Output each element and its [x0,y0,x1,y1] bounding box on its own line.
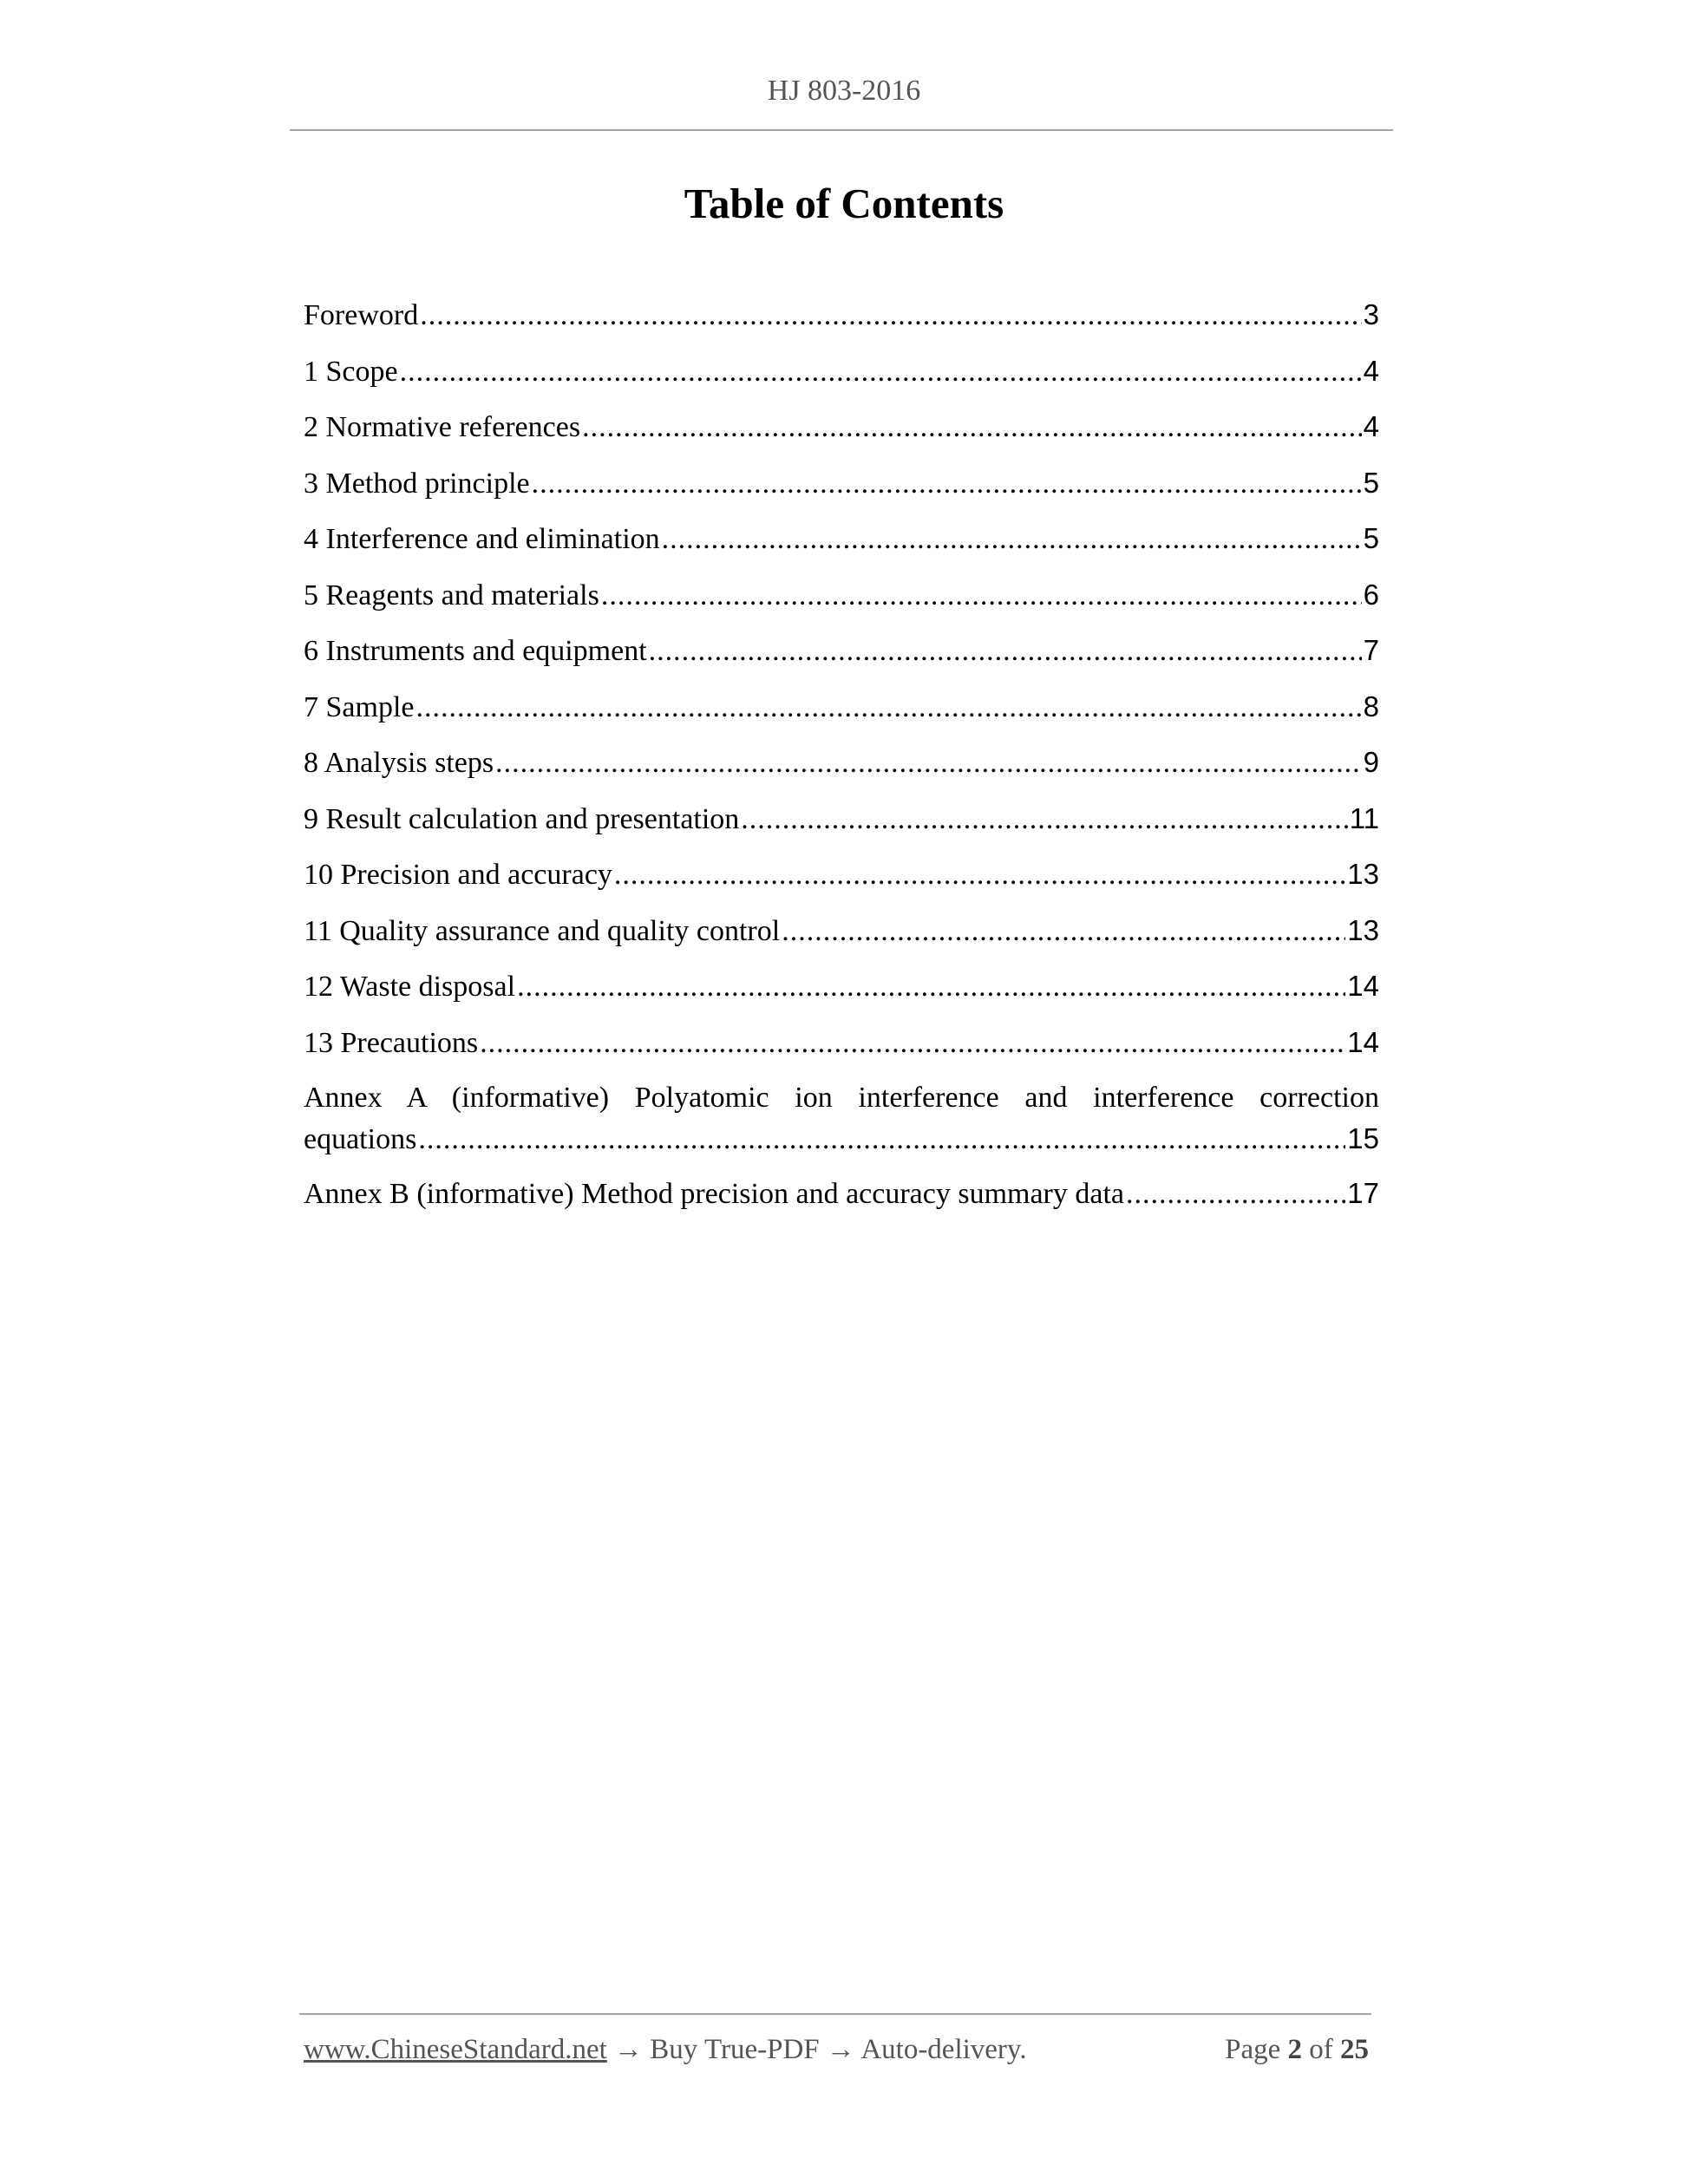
toc-entry-sample[interactable] [304,690,1379,747]
toc-entry-label: 9 Result calculation and presentation [304,802,740,835]
toc-entry-annex-b[interactable] [304,1177,1379,1233]
page-current: 2 [1287,2034,1302,2065]
toc-entry-label: Annex A (informative) Polyatomic ion interference and interference correction [304,1082,1379,1114]
toc-dot-leader [415,691,1361,724]
toc-dot-leader [1126,1178,1345,1211]
toc-entry-annex-a[interactable] [304,1082,1379,1177]
toc-entry-page: 15 [1347,1122,1379,1154]
of-word: of [1309,2034,1333,2065]
buy-text: Buy True-PDF [650,2034,820,2065]
document-code: HJ 803-2016 [767,75,921,107]
delivery-text: Auto-delivery. [860,2034,1027,2065]
toc-dot-leader [782,915,1345,948]
toc-entry-label: 8 Analysis steps [304,747,494,779]
toc-entry-interference[interactable] [304,522,1379,579]
toc-entry-page: 5 [1363,466,1379,499]
page-footer [304,2034,1369,2066]
toc-dot-leader [420,299,1361,332]
toc-entry-page: 5 [1363,522,1379,554]
toc-entry-page: 13 [1347,913,1379,946]
toc-dot-leader [517,971,1345,1004]
toc-entry-label: 11 Quality assurance and quality control [304,914,781,947]
toc-dot-leader [532,468,1362,500]
toc-entry-page: 17 [1347,1177,1379,1209]
toc-entry-result-calculation[interactable] [304,802,1379,859]
toc-entry-foreword[interactable] [304,298,1379,355]
toc-dot-leader [480,1027,1345,1060]
toc-entry-label: 12 Waste disposal [304,971,516,1003]
toc-entry-label: 1 Scope [304,355,398,388]
toc-entry-precision[interactable] [304,858,1379,914]
toc-entry-page: 4 [1363,410,1379,442]
footer-divider [299,2013,1371,2015]
page-title: Table of Contents [684,180,1004,227]
toc-entry-quality[interactable] [304,914,1379,971]
toc-entry-reagents[interactable] [304,579,1379,635]
toc-entry-page: 14 [1347,970,1379,1002]
toc-entry-label: Foreword [304,299,419,331]
toc-entry-normative-references[interactable] [304,410,1379,467]
toc-dot-leader [741,803,1347,836]
page-total: 25 [1340,2034,1369,2065]
toc-entry-label: 10 Precision and accuracy [304,859,612,891]
toc-entry-page: 6 [1363,578,1379,611]
toc-entry-scope[interactable] [304,355,1379,411]
toc-dot-leader [649,635,1362,668]
toc-entry-label: 6 Instruments and equipment [304,635,647,667]
toc-entry-page: 14 [1347,1025,1379,1058]
toc-entry-label: 5 Reagents and materials [304,579,599,611]
toc-entry-page: 8 [1363,690,1379,723]
arrow-right-icon: → [826,2034,855,2065]
toc-entry-page: 3 [1363,298,1379,330]
table-of-contents [304,298,1379,1233]
toc-entry-waste-disposal[interactable] [304,970,1379,1026]
toc-entry-label: Annex B (informative) Method precision and accuracy summary data [304,1178,1125,1210]
toc-entry-page: 7 [1363,634,1379,666]
toc-entry-label: 3 Method principle [304,467,530,500]
toc-entry-method-principle[interactable] [304,467,1379,523]
toc-dot-leader [495,747,1362,780]
page-number [1225,2034,1369,2066]
toc-entry-label: 13 Precautions [304,1026,479,1059]
footer-promo [304,2034,1027,2066]
toc-dot-leader [400,356,1362,389]
toc-entry-page: 9 [1363,746,1379,778]
site-link[interactable]: www.ChineseStandard.net [304,2034,607,2065]
toc-entry-precautions[interactable] [304,1026,1379,1082]
arrow-right-icon: → [614,2034,644,2065]
toc-entry-page: 4 [1363,354,1379,387]
header-divider [290,129,1393,131]
toc-dot-leader [662,523,1362,556]
toc-entry-instruments[interactable] [304,634,1379,690]
toc-entry-label-continued: equations [304,1123,417,1155]
toc-entry-label: 7 Sample [304,690,415,723]
toc-dot-leader [614,859,1345,892]
toc-entry-page: 13 [1347,858,1379,890]
toc-dot-leader [418,1123,1345,1156]
toc-entry-label: 2 Normative references [304,411,581,443]
toc-entry-analysis-steps[interactable] [304,746,1379,802]
toc-dot-leader [582,411,1362,444]
toc-entry-page: 11 [1349,801,1379,834]
page-word: Page [1225,2034,1281,2065]
toc-entry-label: 4 Interference and elimination [304,523,660,555]
toc-dot-leader [601,579,1362,612]
